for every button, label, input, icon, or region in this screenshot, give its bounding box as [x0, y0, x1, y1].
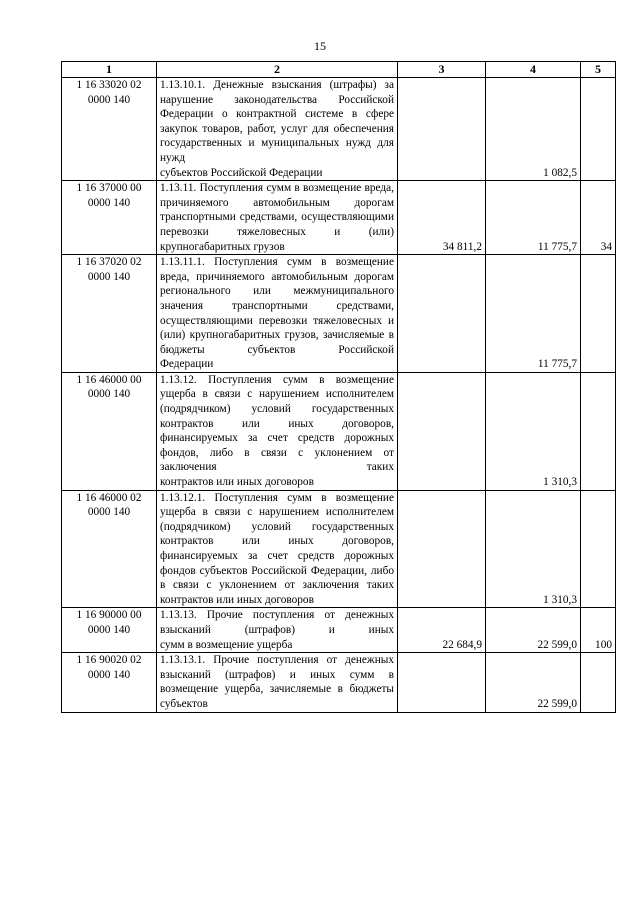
row-description [157, 181, 398, 255]
row-description-text: 1.13.10.1. Денежные взыскания (штрафы) за нарушение законодательства Российской Федерации о контрактной системе в сфере закупок товаров, работ, услуг для обеспечения государственных и муниципальных нужд для нужд [160, 79, 394, 164]
row-col4-value: 1 082,5 [486, 78, 581, 181]
row-col5-value [581, 372, 616, 490]
row-code: 1 16 90000 00 0000 140 [62, 608, 157, 653]
row-col4-value: 22 599,0 [486, 608, 581, 653]
row-code: 1 16 33020 02 0000 140 [62, 78, 157, 181]
table-row [62, 608, 616, 653]
table-row [62, 490, 616, 608]
row-description [157, 372, 398, 490]
row-description [157, 78, 398, 181]
row-code: 1 16 46000 02 0000 140 [62, 490, 157, 608]
row-description-last-line: контрактов или иных договоров [160, 476, 314, 489]
row-description-text: 1.13.11. Поступления сумм в возмещение вреда, причиняемого автомобильным дорогам транспортными средствами, осуществляющими перевозки тяжеловесных и (или) [160, 182, 394, 238]
column-header-2: 2 [157, 62, 398, 78]
row-col3-value [398, 653, 486, 712]
row-description-text: 1.13.12.1. Поступления сумм в возмещение ущерба в связи с нарушением исполнителем (подрядчиком) условий государственных контрактов или иных договоров, финансируемых за счет средств дорожных фондов субъектов Российской Федерации, либо в связи с уклонением от заключения таких [160, 491, 394, 592]
row-description-text: 1.13.11.1. Поступления сумм в возмещение вреда, причиняемого автомобильным дорогам регионального или межмуниципального значения транспортными средствами, осуществляющими перевозки тяжеловесных и (или) крупногабаритных грузов, зачисляемые в бюджеты субъектов Российской [160, 256, 394, 356]
row-description-last-line: субъектов Российской Федерации [160, 166, 323, 179]
table-row [62, 181, 616, 255]
column-header-4: 4 [486, 62, 581, 78]
column-header-3: 3 [398, 62, 486, 78]
row-description-text: 1.13.12. Поступления сумм в возмещение ущерба в связи с нарушением исполнителем (подрядчиком) условий государственных контрактов или иных договоров, финансируемых за счет средств дорожных фондов, либо в связи с уклонением от заключения таких [160, 373, 394, 474]
table-row [62, 255, 616, 373]
row-col5-value [581, 255, 616, 373]
row-col4-value: 22 599,0 [486, 653, 581, 712]
table-header-row [62, 62, 616, 78]
row-col5-value [581, 490, 616, 608]
row-code: 1 16 37000 00 0000 140 [62, 181, 157, 255]
row-col5-value: 34 [581, 181, 616, 255]
revenue-table [61, 61, 616, 713]
column-header-1: 1 [62, 62, 157, 78]
row-col5-value: 100 [581, 608, 616, 653]
row-description-last-line: контрактов или иных договоров [160, 593, 314, 606]
row-col3-value [398, 78, 486, 181]
row-col4-value: 1 310,3 [486, 372, 581, 490]
row-code: 1 16 37020 02 0000 140 [62, 255, 157, 373]
row-col4-value: 11 775,7 [486, 255, 581, 373]
row-description [157, 608, 398, 653]
row-col5-value [581, 653, 616, 712]
row-description-last-line: сумм в возмещение ущерба [160, 638, 293, 651]
row-description [157, 255, 398, 373]
row-description [157, 653, 398, 712]
row-description-text: 1.13.13. Прочие поступления от денежных взысканий (штрафов) и иных [160, 609, 394, 636]
row-col3-value [398, 255, 486, 373]
row-description-last-line: Федерации [160, 358, 214, 371]
row-col4-value: 1 310,3 [486, 490, 581, 608]
column-header-5: 5 [581, 62, 616, 78]
row-col3-value: 22 684,9 [398, 608, 486, 653]
row-col3-value [398, 490, 486, 608]
row-code: 1 16 46000 00 0000 140 [62, 372, 157, 490]
row-col5-value [581, 78, 616, 181]
row-col3-value: 34 811,2 [398, 181, 486, 255]
table-row [62, 372, 616, 490]
row-description [157, 490, 398, 608]
row-description-last-line: крупногабаритных грузов [160, 240, 285, 253]
row-description-text: 1.13.13.1. Прочие поступления от денежных взысканий (штрафов) и иных сумм в возмещение ущерба, зачисляемые в бюджеты субъектов [160, 654, 394, 710]
page-number: 15 [314, 39, 326, 53]
row-col3-value [398, 372, 486, 490]
table-row [62, 78, 616, 181]
table-row [62, 653, 616, 712]
row-code: 1 16 90020 02 0000 140 [62, 653, 157, 712]
row-col4-value: 11 775,7 [486, 181, 581, 255]
